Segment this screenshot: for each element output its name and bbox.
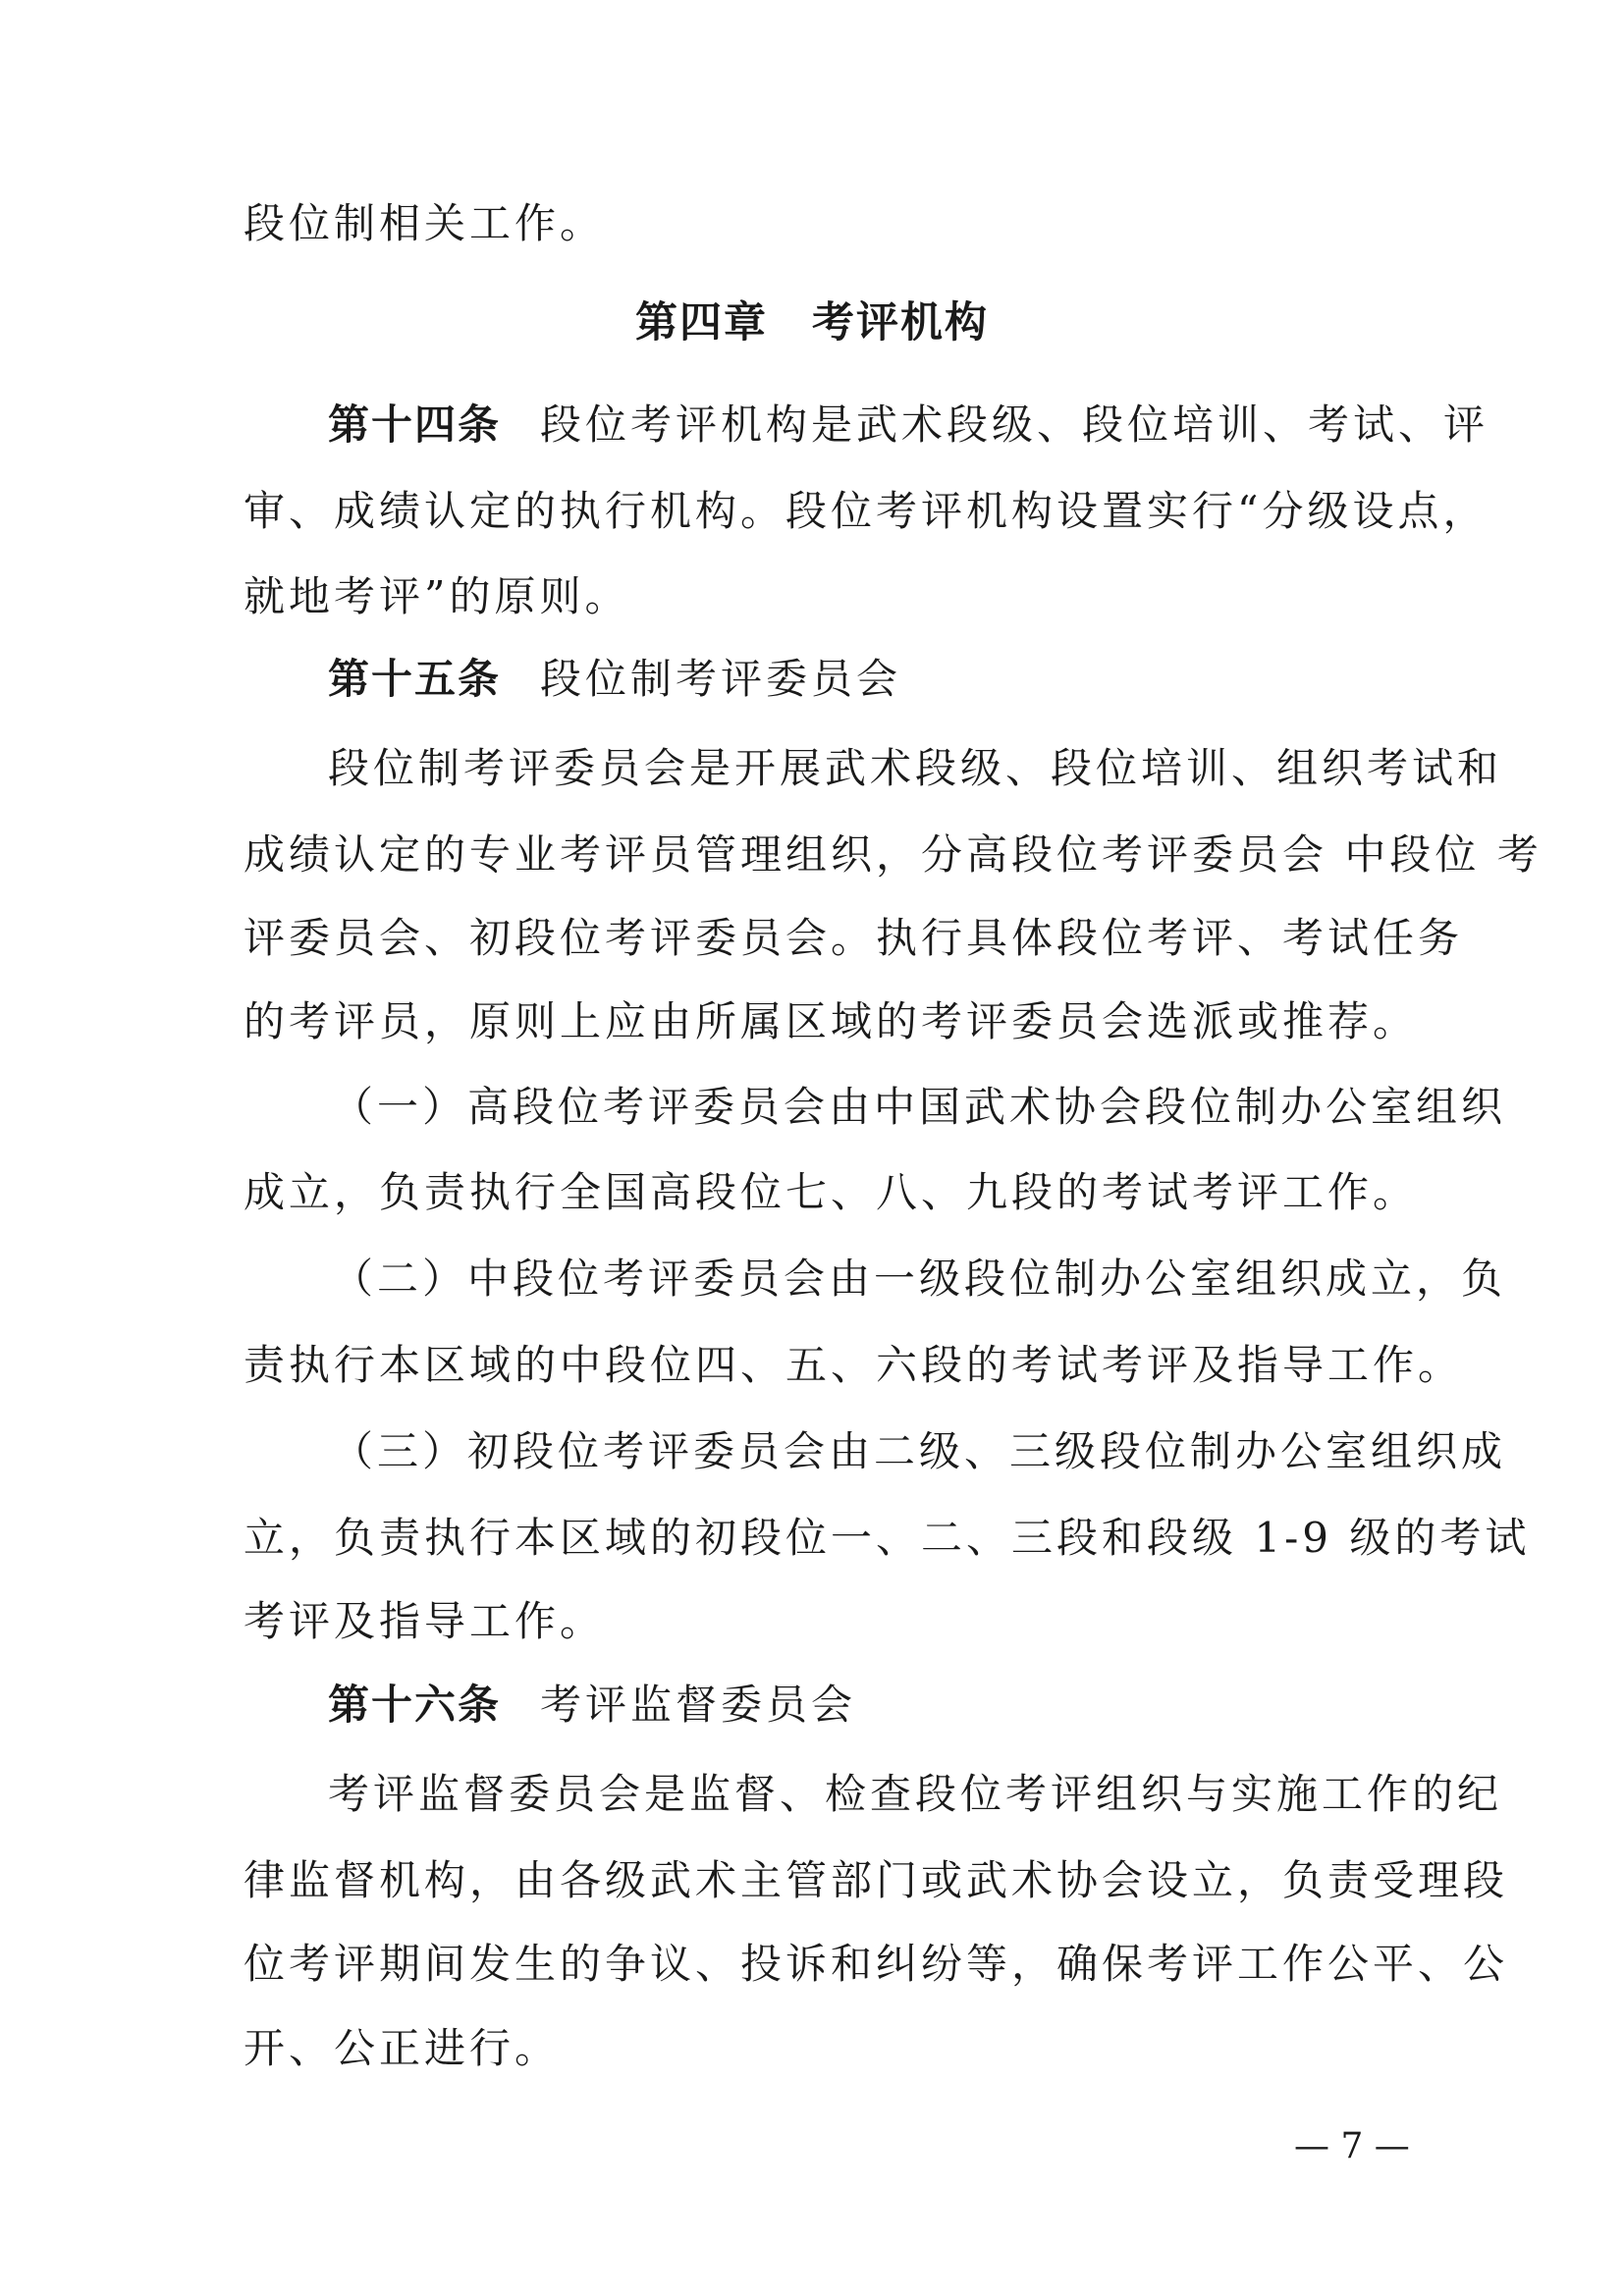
paragraph-line: 成绩认定的专业考评员管理组织，分高段位考评委员会 中段位 考 <box>244 830 1543 879</box>
paragraph-line: 开、公正进行。 <box>244 2024 561 2072</box>
paragraph-line: （一）高段位考评委员会由中国武术协会段位制办公室组织 <box>332 1083 1507 1131</box>
article-14-title: 第十四条 <box>328 400 502 449</box>
paragraph-line: 的考评员，原则上应由所属区域的考评委员会选派或推荐。 <box>244 997 1419 1045</box>
paragraph-line: 段位制考评委员会是开展武术段级、段位培训、组织考试和 <box>328 744 1503 792</box>
paragraph-line: （三）初段位考评委员会由二级、三级段位制办公室组织成 <box>332 1427 1507 1475</box>
paragraph-line: 成立，负责执行全国高段位七、八、九段的考试考评工作。 <box>244 1168 1419 1216</box>
paragraph-line: 段位制相关工作。 <box>244 199 606 247</box>
paragraph-line: 评委员会、初段位考评委员会。执行具体段位考评、考试任务 <box>244 914 1464 962</box>
paragraph-line: 律监督机构，由各级武术主管部门或武术协会设立，负责受理段 <box>244 1856 1509 1904</box>
article-14-line <box>328 400 1489 449</box>
paragraph-line: 考评监督委员会是监督、检查段位考评组织与实施工作的纪 <box>328 1770 1503 1818</box>
paragraph-line: 位考评期间发生的争议、投诉和纠纷等，确保考评工作公平、公 <box>244 1940 1509 1988</box>
article-15-text: 段位制考评委员会 <box>540 655 902 703</box>
article-16-text: 考评监督委员会 <box>540 1681 857 1729</box>
article-14-text: 段位考评机构是武术段级、段位培训、考试、评 <box>540 400 1489 449</box>
paragraph-line: 立，负责执行本区域的初段位一、二、三段和段级 1-9 级的考试 <box>244 1514 1531 1562</box>
paragraph-line: 考评及指导工作。 <box>244 1597 606 1645</box>
page-number: — 7 — <box>1294 2126 1410 2166</box>
article-15-line <box>328 655 1392 703</box>
paragraph-line: 审、成绩认定的执行机构。段位考评机构设置实行“分级设点， <box>244 487 1489 535</box>
article-15-title: 第十五条 <box>328 655 502 703</box>
article-16-line <box>328 1681 1392 1729</box>
paragraph-line: 就地考评”的原则。 <box>244 572 630 620</box>
article-16-title: 第十六条 <box>328 1681 502 1729</box>
paragraph-line: （二）中段位考评委员会由一级段位制办公室组织成立，负 <box>332 1255 1507 1303</box>
paragraph-line: 责执行本区域的中段位四、五、六段的考试考评及指导工作。 <box>244 1341 1464 1389</box>
chapter-heading: 第四章 考评机构 <box>635 298 989 347</box>
